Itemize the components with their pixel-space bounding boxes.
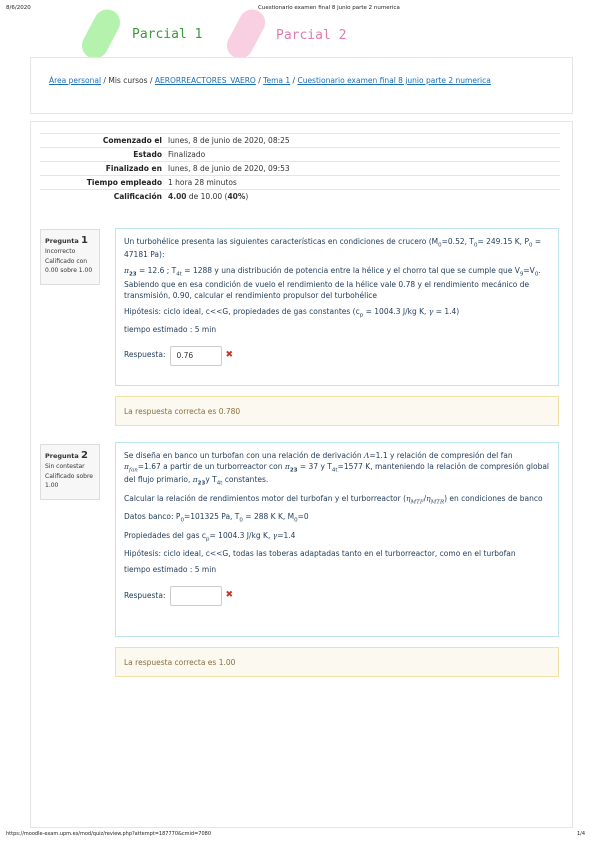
breadcrumb-sep: /: [258, 76, 261, 85]
tab-parcial-2[interactable]: Parcial 2: [276, 28, 347, 43]
answer-label: Respuesta:: [124, 590, 166, 600]
question-text: Datos banco: $P_0=101325$ Pa, $T_0 = 288$ K K, $M_0=0$: [124, 512, 309, 524]
breadcrumb: [49, 76, 491, 85]
question-text: Se diseña en banco un turbofan con una relación de derivación Λ=1.1 y relación de compresión del fan $\pi_{fan}=1.67$ a partir de un turborreactor con $\pi_{23} = 37$ y $T_{4t}=1577$ K, manteniendo la relación de compresión global del flujo primario, $\pi_{23}y$ $T_{4t}$ constantes.: [124, 451, 550, 487]
question-status: Incorrecto: [45, 248, 76, 255]
summary-key: Finalizado en: [40, 162, 165, 176]
question-text: Propiedades del gas $c_p= 1004.3$ J/kg K, γ=1.4: [124, 530, 296, 543]
answer-row: [124, 586, 550, 606]
question-2-info: [40, 444, 100, 500]
question-text: Un turbohélice presenta las siguientes características en condiciones de crucero ($M_0=0.52$, $T_0= 249.15$ K, $P_0 = 47181$ Pa):: [124, 237, 542, 260]
answer-input[interactable]: [170, 586, 222, 606]
print-url: https://moodle-exam.upm.es/mod/quiz/review.php?attempt=187770&cmid=7080: [6, 831, 211, 837]
summary-value: lunes, 8 de junio de 2020, 08:25: [165, 134, 560, 148]
print-date: 8/6/2020: [6, 5, 31, 11]
summary-row: [40, 148, 560, 162]
breadcrumb-home[interactable]: Área personal: [49, 76, 102, 85]
highlight-green: [77, 5, 124, 63]
question-text: Calcular la relación de rendimientos motor del turbofan y el turborreactor $(\eta_{MTF}/\eta_{MTR})$ en condiciones de banco: [124, 493, 543, 506]
question-number: Pregunta 1: [45, 235, 89, 246]
breadcrumb-courses: Mis cursos: [108, 76, 148, 85]
question-text: tiempo estimado : 5 min: [124, 325, 217, 335]
summary-key: Calificación: [40, 190, 165, 204]
question-2-content: [115, 442, 559, 637]
breadcrumb-sep: /: [103, 76, 106, 85]
question-text: Hipótesis: ciclo ideal, c<<G, todas las toberas adaptadas tanto en el turborreactor, como en el turbofan: [124, 549, 516, 559]
question-grade: Calificado con 0.00 sobre 1.00: [45, 258, 93, 274]
tab-parcial-1[interactable]: Parcial 1: [132, 27, 203, 42]
summary-key: Tiempo empleado: [40, 176, 165, 190]
answer-label: Respuesta:: [124, 350, 166, 360]
question-1-feedback: La respuesta correcta es 0.780: [115, 396, 559, 426]
summary-row: [40, 190, 560, 204]
summary-key: Comenzado el: [40, 134, 165, 148]
summary-value: 4.00 de 10.00 (40%): [165, 190, 560, 204]
question-grade: Calificado sobre 1.00: [45, 473, 93, 489]
breadcrumb-sep: /: [149, 76, 153, 85]
question-text: Hipótesis: ciclo ideal, c<<G, propiedades de gas constantes ($c_p = 1004.3$ J/kg K, γ = 1.4): [124, 306, 460, 319]
answer-input[interactable]: 0.76: [170, 346, 222, 366]
breadcrumb-sep: /: [292, 76, 296, 85]
summary-value: 1 hora 28 minutos: [165, 176, 560, 190]
question-text: tiempo estimado : 5 min: [124, 565, 217, 575]
question-1-content: [115, 228, 559, 386]
summary-value: lunes, 8 de junio de 2020, 09:53: [165, 162, 560, 176]
print-title: Cuestionario examen final 8 junio parte 2 numerica: [258, 5, 400, 11]
summary-key: Estado: [40, 148, 165, 162]
highlight-pink: [222, 5, 269, 63]
answer-row: [124, 346, 550, 366]
question-status: Sin contestar: [45, 463, 85, 470]
question-1-info: [40, 229, 100, 285]
breadcrumb-quiz[interactable]: Cuestionario examen final 8 junio parte 2 numerica: [297, 76, 491, 85]
question-text: $\pi_{23} = 12.6$ ; $T_{4t} = 1288$ y una distribución de potencia entre la hélice y el chorro tal que se cumple que $V_9=V_0$. Sabiendo que en esa condición de vuelo el rendimiento de la hélice vale 0.78 y el rendimiento mecánico de transmisión, 0.90, calcular el rendimiento propulsor del turbohélice: [124, 266, 541, 300]
print-page: 1/4: [577, 831, 586, 837]
breadcrumb-course[interactable]: AERORREACTORES_VAERO: [154, 76, 256, 85]
attempt-summary-table: [40, 133, 560, 203]
summary-row: [40, 176, 560, 190]
incorrect-icon: ✖: [225, 590, 234, 601]
incorrect-icon: ✖: [225, 350, 234, 361]
breadcrumb-card: [30, 57, 573, 114]
question-2-feedback: La respuesta correcta es 1.00: [115, 647, 559, 677]
summary-row: [40, 134, 560, 148]
summary-value: Finalizado: [165, 148, 560, 162]
summary-row: [40, 162, 560, 176]
breadcrumb-topic[interactable]: Tema 1: [263, 76, 291, 85]
question-number: Pregunta 2: [45, 450, 89, 461]
